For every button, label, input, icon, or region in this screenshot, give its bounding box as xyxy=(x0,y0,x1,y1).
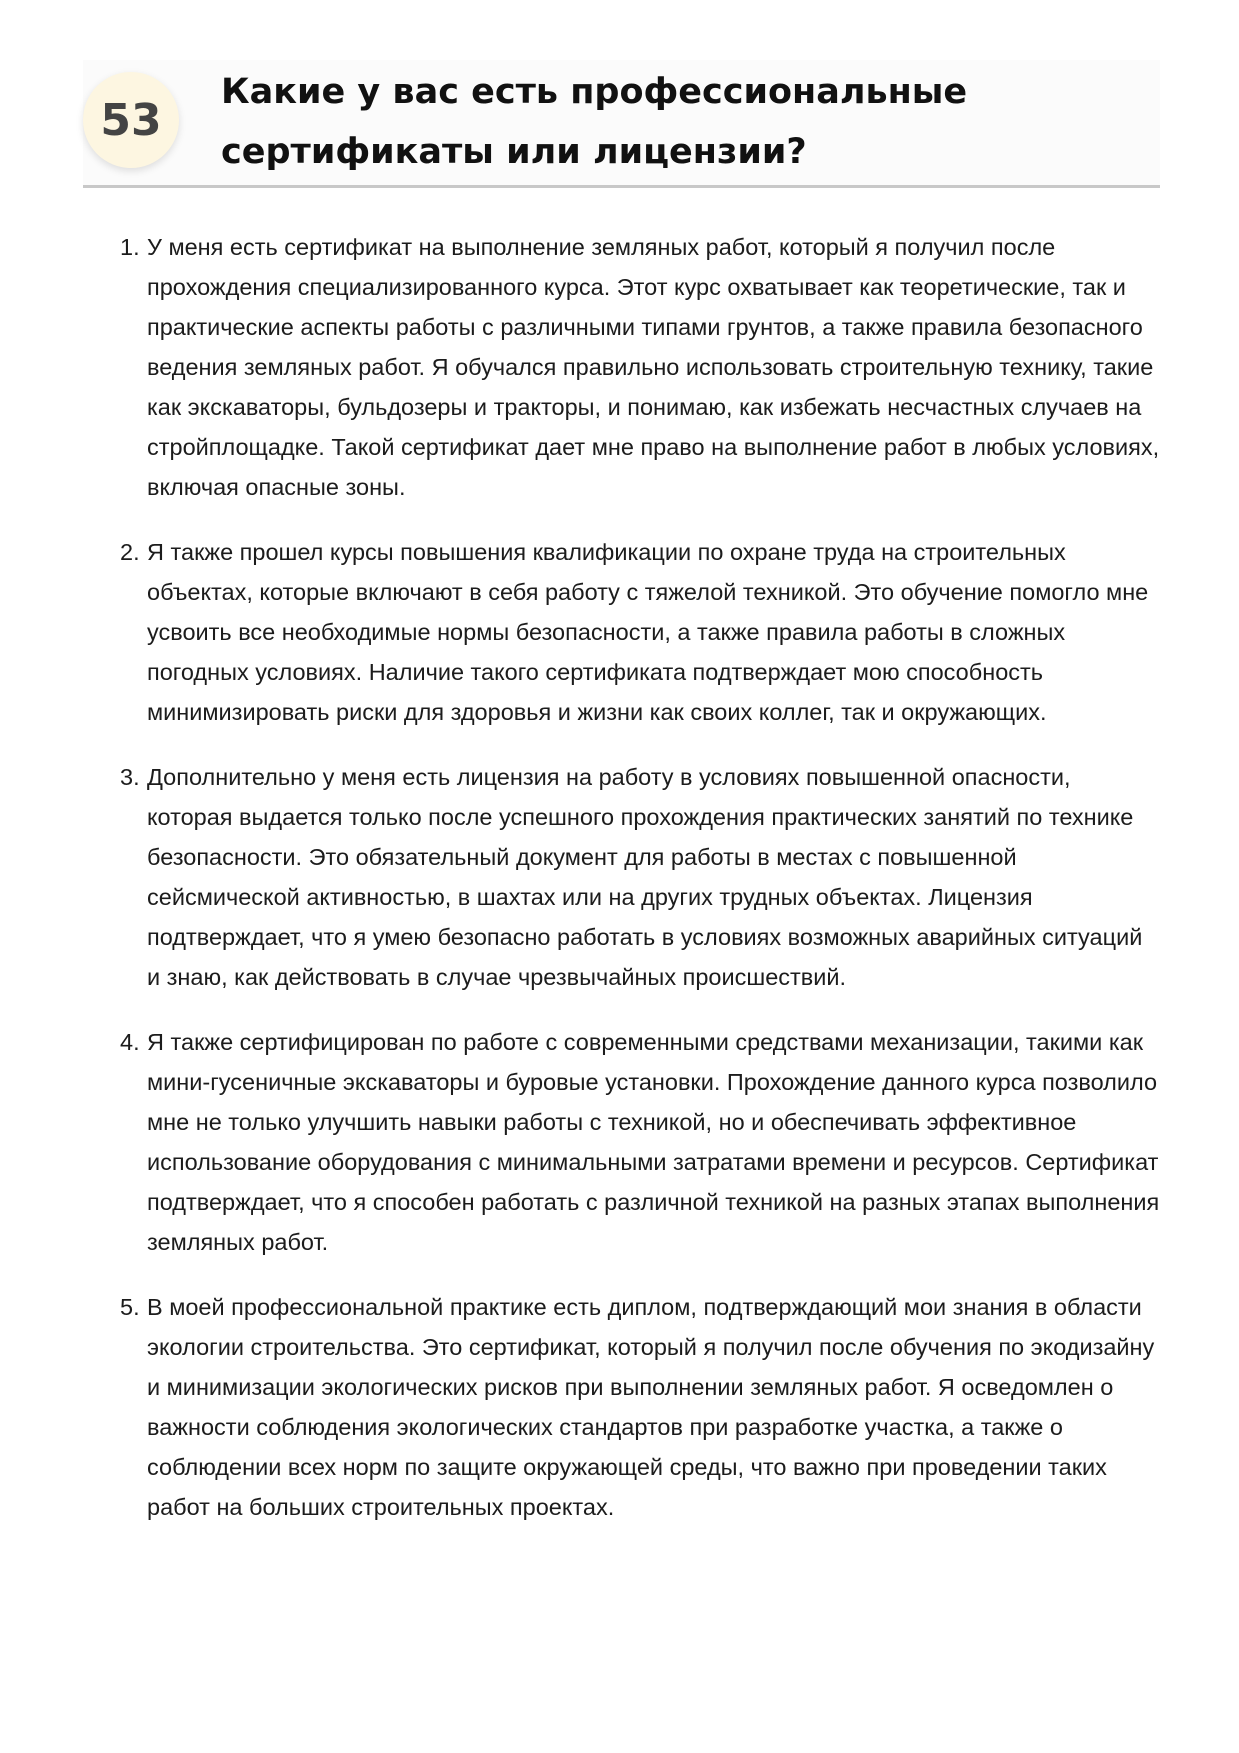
answer-text: Я также сертифицирован по работе с современными средствами механизации, такими как мини-гусеничные экскаваторы и буровые установки. Прохождение данного курса позволило мне не только улучшить навыки работы с техникой, но и обеспечивать эффективное использование оборудования с минимальными затратами времени и ресурсов. Сертификат подтверждает, что я способен работать с различной техникой на разных этапах выполнения земляных работ. xyxy=(147,1029,1160,1255)
answer-item-3 xyxy=(120,757,1160,997)
question-header xyxy=(83,60,1160,188)
question-number-badge: 53 xyxy=(83,72,179,168)
answer-number: 4. xyxy=(120,1029,140,1055)
answer-item-4 xyxy=(120,1022,1160,1262)
answer-text: Дополнительно у меня есть лицензия на работу в условиях повышенной опасности, которая выдается только после успешного прохождения практических занятий по технике безопасности. Это обязательный документ для работы в местах с повышенной сейсмической активностью, в шахтах или на других трудных объектах. Лицензия подтверждает, что я умею безопасно работать в условиях возможных аварийных ситуаций и знаю, как действовать в случае чрезвычайных происшествий. xyxy=(147,764,1143,990)
answer-item-5 xyxy=(120,1287,1160,1527)
answer-item-2 xyxy=(120,532,1160,732)
answer-number: 1. xyxy=(120,234,140,260)
answer-text: Я также прошел курсы повышения квалификации по охране труда на строительных объектах, которые включают в себя работу с тяжелой техникой. Это обучение помогло мне усвоить все необходимые нормы безопасности, а также правила работы в сложных погодных условиях. Наличие такого сертификата подтверждает мою способность минимизировать риски для здоровья и жизни как своих коллег, так и окружающих. xyxy=(147,539,1149,725)
answer-number: 3. xyxy=(120,764,140,790)
answer-number: 2. xyxy=(120,539,140,565)
answer-number: 5. xyxy=(120,1294,140,1320)
answer-text: У меня есть сертификат на выполнение земляных работ, который я получил после прохождения специализированного курса. Этот курс охватывает как теоретические, так и практические аспекты работы с различными типами грунтов, а также правила безопасного ведения земляных работ. Я обучался правильно использовать строительную технику, такие как экскаваторы, бульдозеры и тракторы, и понимаю, как избежать несчастных случаев на стройплощадке. Такой сертификат дает мне право на выполнение работ в любых условиях, включая опасные зоны. xyxy=(147,234,1160,500)
answer-list xyxy=(120,227,1160,1552)
question-title: Какие у вас есть профессиональные сертификаты или лицензии? xyxy=(221,72,968,172)
answer-item-1 xyxy=(120,227,1160,507)
answer-text: В моей профессиональной практике есть диплом, подтверждающий мои знания в области экологии строительства. Это сертификат, который я получил после обучения по экодизайну и минимизации экологических рисков при выполнении земляных работ. Я осведомлен о важности соблюдения экологических стандартов при разработке участка, а также о соблюдении всех норм по защите окружающей среды, что важно при проведении таких работ на больших строительных проектах. xyxy=(147,1294,1155,1520)
